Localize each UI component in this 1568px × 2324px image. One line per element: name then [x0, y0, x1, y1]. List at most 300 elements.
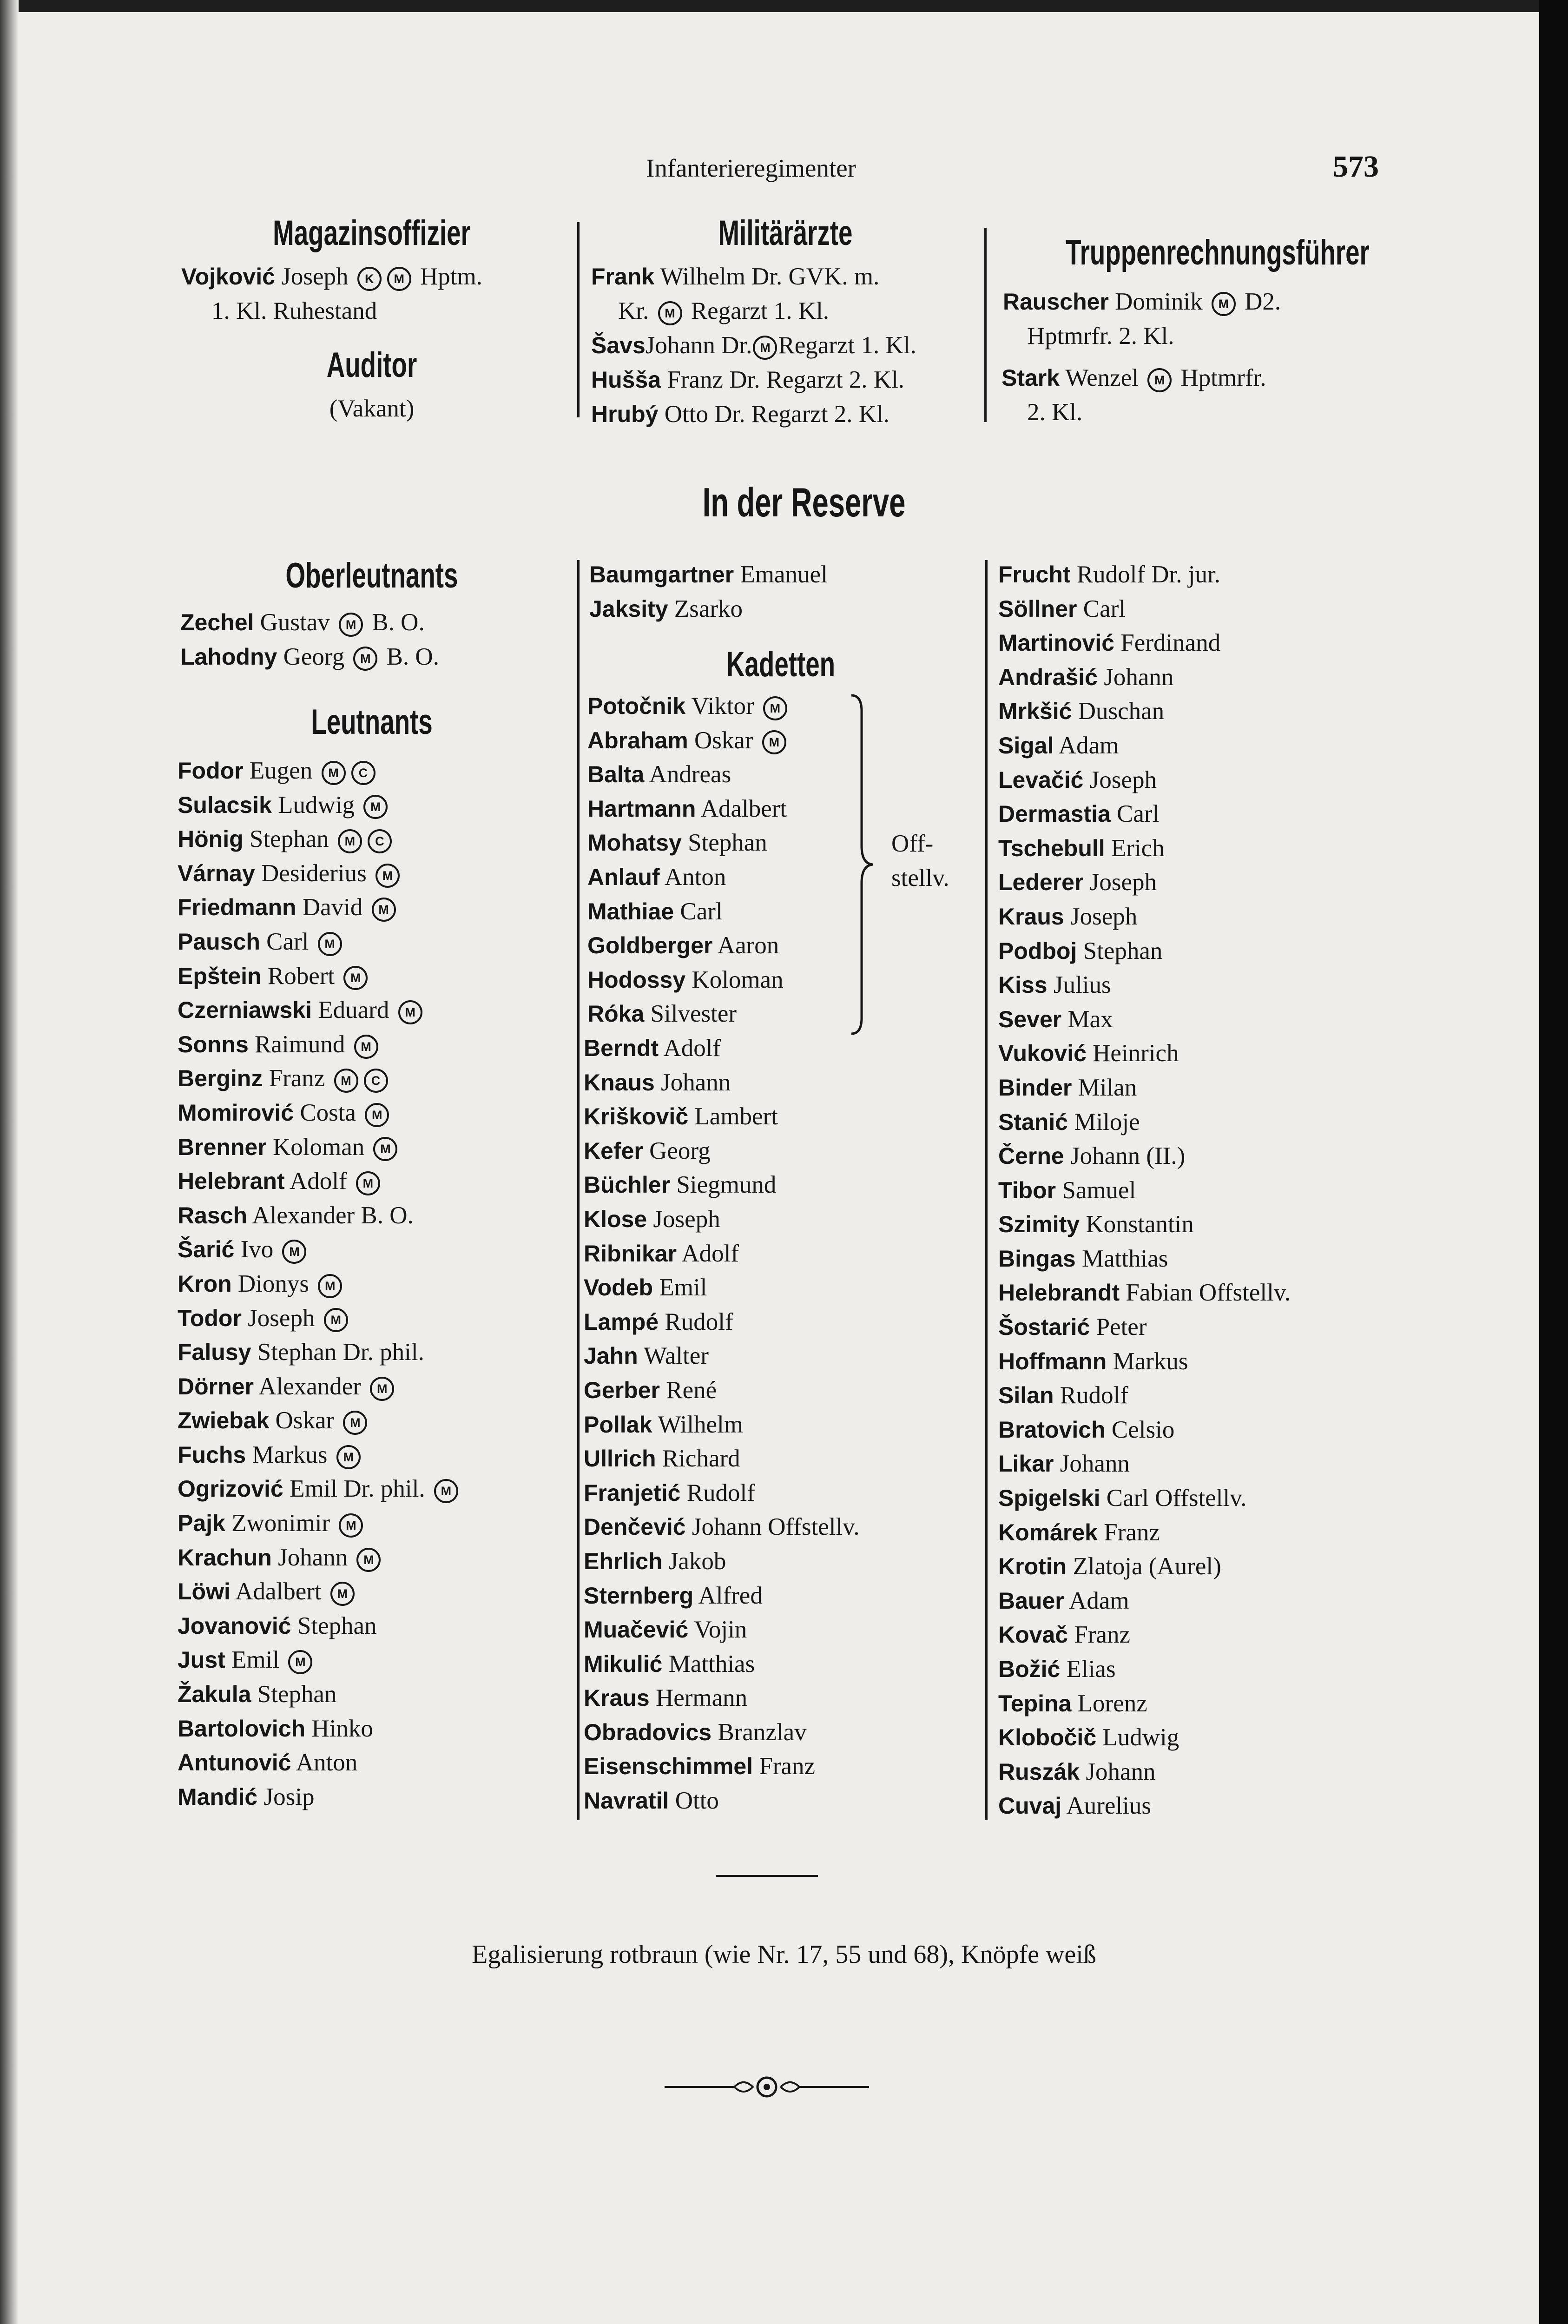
roster-entry [587, 792, 790, 826]
roster-entry [998, 1379, 1291, 1413]
roster-entry [998, 1584, 1291, 1618]
roster-entry [587, 929, 790, 963]
m-badge-icon: M [387, 267, 411, 291]
entry-given-name: Johann [654, 1069, 731, 1096]
staff-divider-1 [577, 222, 580, 417]
roster-entry [584, 1066, 860, 1100]
page-number: 573 [1333, 150, 1379, 184]
roster-entry [998, 1105, 1291, 1140]
oberleutnants-list [180, 606, 439, 674]
magazin-surname: Vojković [181, 264, 275, 290]
entry-surname: Likar [998, 1451, 1054, 1477]
m-badge-icon: M [376, 864, 400, 888]
m-badge-icon: M [353, 647, 377, 671]
roster-entry [584, 1237, 860, 1271]
roster-entry [178, 1267, 461, 1301]
roster-entry [998, 1687, 1291, 1721]
entry-surname: Martinović [998, 630, 1115, 656]
entry-surname: Mrkšić [998, 698, 1072, 725]
c-badge-icon: C [351, 761, 376, 785]
roster-entry [587, 758, 790, 792]
m-badge-icon: M [322, 761, 346, 785]
entry-surname: Berginz [178, 1065, 263, 1092]
entry-given-name: Zsarko [668, 595, 743, 622]
entry-given-name: Oskar [688, 726, 759, 754]
truppen-given-stark: Wenzel [1065, 364, 1139, 391]
roster-entry [998, 1139, 1291, 1174]
entry-given-name: Rudolf [1054, 1382, 1128, 1409]
entry-given-name: Joseph [241, 1304, 321, 1332]
entry-given-name: Josip [257, 1783, 315, 1810]
roster-entry [998, 1550, 1291, 1584]
entry-given-name: Ludwig [271, 791, 361, 819]
roster-entry [178, 1472, 461, 1506]
magazin-line1 [181, 259, 482, 294]
entry-given-name: Johann [271, 1544, 354, 1571]
entry-surname: Potočnik [587, 693, 686, 719]
m-badge-icon: M [324, 1308, 348, 1332]
entry-surname: Hodossy [587, 966, 686, 993]
entry-given-name: Alexander [247, 1202, 361, 1229]
roster-entry [180, 640, 439, 674]
entry-given-name: Konstantin [1080, 1211, 1194, 1238]
entry-surname: Levačić [998, 766, 1084, 793]
entry-given-name: Milan [1072, 1074, 1137, 1101]
m-badge-icon: M [339, 613, 363, 637]
roster-entry [998, 558, 1291, 592]
entry-given-name: Viktor [685, 693, 760, 720]
entry-surname: Todor [178, 1305, 242, 1331]
roster-entry [584, 1031, 860, 1066]
entry-surname: Friedmann [178, 894, 296, 921]
entry-given-name: Rudolf [659, 1308, 733, 1335]
roster-entry [178, 959, 461, 994]
offstellv-bracket [850, 693, 882, 1037]
entry-surname: Krotin [998, 1553, 1067, 1580]
entry-surname: Šarić [178, 1236, 235, 1263]
truppen-line4: 2. Kl. [1027, 399, 1083, 426]
roster-entry [584, 1373, 860, 1408]
roster-entry [998, 832, 1291, 866]
entry-given-name: Joseph [1083, 869, 1157, 896]
m-badge-icon: M [288, 1650, 312, 1674]
entry-given-name: Stephan [291, 1612, 377, 1639]
roster-entry [178, 1575, 461, 1609]
truppen-line3 [1001, 361, 1266, 395]
m-badge-icon: M [398, 1000, 422, 1024]
entry-given-name: Wilhelm [652, 1411, 743, 1438]
roster-entry [998, 1447, 1291, 1481]
roster-entry [998, 729, 1291, 763]
entry-given-name: Carl [1077, 595, 1126, 622]
entry-given-name: Matthias [1075, 1245, 1168, 1272]
roster-entry [178, 822, 461, 857]
entry-surname: Zechel [180, 609, 254, 635]
militaer-surname-hruby: Hrubý [591, 401, 659, 427]
entry-given-name: Adolf [659, 1035, 721, 1062]
entry-surname: Ullrich [584, 1446, 656, 1472]
entry-given-name: Alfred [693, 1582, 763, 1609]
roster-entry [998, 968, 1291, 1003]
entry-given-name: Richard [656, 1445, 740, 1472]
entry-given-name: Eduard [312, 997, 395, 1024]
roster-entry [584, 1100, 860, 1134]
m-badge-icon: M [282, 1240, 306, 1264]
entry-given-name: Matthias [662, 1650, 755, 1677]
entry-surname: Tibor [998, 1177, 1056, 1203]
entry-given-name: Markus [246, 1441, 334, 1468]
entry-given-name: Stephan [251, 1681, 337, 1708]
militaer-detail-hruby: Otto Dr. Regarzt 2. Kl. [664, 401, 889, 428]
entry-given-name: Andreas [644, 761, 731, 788]
entry-given-name: Celsio [1105, 1416, 1175, 1443]
entry-given-name: Franz [753, 1753, 815, 1780]
entry-given-name: Heinrich [1086, 1040, 1179, 1067]
entry-surname: Lampé [584, 1308, 659, 1335]
roster-entry [998, 1071, 1291, 1105]
entry-given-name: Zlatoja (Aurel) [1067, 1553, 1221, 1580]
roster-entry [584, 1442, 860, 1476]
entry-given-name: Aaron [712, 932, 779, 959]
entry-surname: Sonns [178, 1031, 249, 1057]
scan-edge-right [1539, 0, 1568, 2324]
entry-surname: Epštein [178, 963, 262, 989]
militaer-line4 [591, 363, 904, 397]
truppen-line2: Hptmrfr. 2. Kl. [1027, 323, 1174, 350]
entry-given-name: Julius [1047, 971, 1111, 999]
entry-given-name: Johann Offstellv. [685, 1513, 860, 1541]
roster-entry [178, 754, 461, 788]
roster-entry [998, 1003, 1291, 1037]
truppen-rank-rauscher: D2. [1245, 288, 1281, 315]
entry-surname: Binder [998, 1074, 1072, 1101]
entry-surname: Ogrizović [178, 1476, 283, 1502]
reserve-heading: In der Reserve [702, 479, 906, 525]
entry-surname: Büchler [584, 1172, 671, 1198]
entry-given-name: Johann [1097, 663, 1174, 691]
entry-surname: Mandić [178, 1783, 258, 1810]
entry-surname: Just [178, 1647, 225, 1673]
entry-surname: Lederer [998, 869, 1084, 896]
entry-surname: Dermastia [998, 801, 1111, 827]
entry-surname: Spigelski [998, 1485, 1100, 1512]
truppen-given-rauscher: Dominik [1115, 288, 1203, 315]
entry-surname: Fuchs [178, 1441, 246, 1468]
entry-given-name: Ludwig [1096, 1724, 1179, 1751]
entry-given-name: Carl [260, 928, 315, 955]
entry-surname: Gerber [584, 1377, 660, 1403]
roster-entry [998, 1242, 1291, 1276]
roster-entry [178, 1062, 461, 1096]
entry-given-name: Ferdinand [1114, 629, 1221, 657]
entry-given-name: Georg [643, 1137, 711, 1164]
k-badge-icon: K [357, 267, 382, 291]
entry-given-name: Vojin [688, 1616, 747, 1644]
roster-entry [998, 1208, 1291, 1242]
entry-given-name: Anton [291, 1749, 358, 1776]
entry-surname: Jahn [584, 1343, 638, 1369]
entry-given-name: Adam [1064, 1587, 1129, 1614]
militaer-surname-hussa: Hušša [591, 367, 661, 393]
entry-surname: Tschebull [998, 835, 1105, 861]
roster-entry [584, 1168, 860, 1202]
roster-entry [998, 797, 1291, 832]
entry-given-name: Jakob [662, 1547, 726, 1575]
entry-given-name: Emil [653, 1274, 707, 1301]
entry-given-name: Emil Dr. phil. [283, 1475, 431, 1503]
entry-given-name: Lorenz [1071, 1690, 1147, 1717]
roster-entry [587, 724, 790, 758]
entry-surname: Silan [998, 1382, 1054, 1409]
roster-entry [178, 1130, 461, 1165]
entry-given-name: Koloman [266, 1133, 371, 1161]
truppen-rank-stark: Hptmrfr. [1180, 364, 1266, 391]
militaer-heading: Militärärzte [718, 213, 853, 253]
entry-given-name: Joseph [647, 1205, 720, 1233]
entry-surname: Hönig [178, 826, 244, 852]
militaer-detail-savs: Johann Dr. [645, 332, 752, 359]
m-badge-icon: M [334, 1069, 358, 1093]
entry-surname: Kiss [998, 972, 1048, 998]
entry-surname: Černe [998, 1143, 1064, 1169]
entry-given-name: Koloman [685, 966, 784, 993]
truppen-heading: Truppenrechnungsführer [1066, 233, 1370, 272]
entry-surname: Klobočič [998, 1724, 1097, 1751]
entry-surname: Andrašić [998, 664, 1098, 690]
entry-given-name: Georg [277, 643, 351, 670]
entry-surname: Klose [584, 1206, 647, 1232]
roster-entry [998, 1481, 1291, 1516]
entry-surname: Söllner [998, 595, 1077, 622]
entry-surname: Kefer [584, 1137, 643, 1164]
roster-entry [584, 1476, 860, 1511]
entry-surname: Navratil [584, 1788, 669, 1814]
entry-surname: Denčević [584, 1514, 686, 1540]
entry-surname: Abraham [587, 727, 688, 753]
leutnants-heading: Leutnants [311, 702, 433, 742]
entry-given-name: David [296, 894, 369, 921]
roster-entry [998, 592, 1291, 627]
entry-surname: Žakula [178, 1681, 251, 1708]
entry-surname: Rasch [178, 1202, 248, 1228]
scan-edge-top [0, 0, 1568, 12]
entry-surname: Bartolovich [178, 1715, 306, 1742]
entry-given-name: Hinko [305, 1715, 373, 1742]
entry-given-name: Carl [1110, 800, 1160, 828]
entry-given-name: Zwonimir [225, 1510, 336, 1537]
militaer-line1 [591, 259, 879, 294]
entry-surname: Frucht [998, 561, 1071, 588]
entry-given-name: Erich [1105, 834, 1165, 862]
m-badge-icon: M [365, 1103, 389, 1127]
entry-given-name: Adalbert [230, 1578, 328, 1605]
entry-surname: Ribnikar [584, 1240, 677, 1267]
entry-surname: Róka [587, 1001, 645, 1027]
entry-given-name: Markus [1107, 1347, 1188, 1375]
roster-entry [998, 1276, 1291, 1310]
entry-given-name: Carl [674, 898, 723, 925]
entry-surname: Božić [998, 1656, 1061, 1682]
roster-entry [584, 1271, 860, 1305]
roster-entry [178, 1506, 461, 1541]
entry-surname: Pajk [178, 1510, 225, 1537]
m-badge-icon: M [363, 795, 388, 819]
entry-surname: Krachun [178, 1544, 272, 1571]
m-badge-icon: M [1147, 368, 1172, 392]
entry-surname: Kovač [998, 1622, 1068, 1648]
magazin-given: Joseph [281, 263, 349, 290]
roster-entry [584, 1716, 860, 1750]
kadetten-heading: Kadetten [726, 645, 836, 684]
entry-given-name: Dionys [231, 1270, 316, 1297]
roster-entry [178, 1370, 461, 1404]
militaer-line3 [591, 328, 916, 363]
militaer-detail-hussa: Franz Dr. Regarzt 2. Kl. [667, 366, 905, 393]
entry-surname: Várnay [178, 860, 255, 886]
roster-entry [998, 1037, 1291, 1071]
entry-given-name: Franz [1068, 1621, 1131, 1649]
entry-given-name: Adolf [677, 1240, 739, 1267]
roster-entry [589, 592, 828, 627]
militaer-kr: Kr. [618, 297, 649, 324]
roster-entry [584, 1784, 860, 1818]
entry-given-name: Rudolf Dr. jur. [1070, 561, 1220, 588]
kadetten-rest-list [584, 1031, 860, 1818]
m-badge-icon: M [372, 898, 396, 922]
roster-entry [584, 1681, 860, 1716]
roster-entry [178, 1164, 461, 1199]
roster-entry [178, 1643, 461, 1677]
roster-entry [584, 1134, 860, 1169]
roster-entry [178, 1712, 461, 1746]
entry-surname: Berndt [584, 1035, 659, 1061]
entry-given-name: Silvester [644, 1000, 737, 1028]
entry-surname: Fodor [178, 758, 244, 784]
entry-surname: Komárek [998, 1519, 1098, 1545]
entry-surname: Szimity [998, 1211, 1080, 1238]
entry-surname: Ehrlich [584, 1548, 663, 1574]
entry-surname: Falusy [178, 1339, 251, 1366]
entry-surname: Bratovich [998, 1416, 1106, 1443]
entry-surname: Helebrant [178, 1168, 285, 1195]
reserve-col3-list [998, 558, 1291, 1823]
c-badge-icon: C [368, 829, 392, 853]
entry-given-name: Joseph [1064, 903, 1138, 930]
roster-entry [587, 826, 790, 860]
entry-given-name: Rudolf [680, 1479, 755, 1506]
entry-given-name: Lambert [688, 1103, 778, 1130]
truppen-surname-rauscher: Rauscher [1003, 289, 1109, 315]
roster-entry [587, 860, 790, 895]
entry-surname: Sever [998, 1006, 1062, 1032]
entry-given-name: Fabian Offstellv. [1120, 1279, 1291, 1307]
roster-entry [178, 1233, 461, 1267]
m-badge-icon: M [373, 1137, 397, 1161]
roster-entry [998, 1516, 1291, 1550]
m-badge-icon: M [356, 1171, 380, 1195]
entry-surname: Vodeb [584, 1274, 653, 1301]
militaer-rank-frank: Regarzt 1. Kl. [691, 297, 830, 324]
entry-given-name: Stephan Dr. phil. [251, 1339, 424, 1366]
roster-entry [584, 1408, 860, 1442]
reserve-divider-2 [985, 560, 988, 1820]
entry-given-name: Johann [1054, 1450, 1130, 1478]
entry-given-name: Adalbert [696, 795, 787, 822]
entry-surname: Anlauf [587, 864, 660, 890]
entry-surname: Kron [178, 1270, 232, 1297]
entry-surname: Bingas [998, 1245, 1076, 1272]
entry-given-name: Walter [638, 1342, 709, 1370]
truppen-line1 [1003, 284, 1281, 319]
entry-given-name: Eugen [243, 757, 319, 784]
entry-given-name: Franz [1098, 1519, 1160, 1546]
roster-entry [998, 1721, 1291, 1755]
m-badge-icon: M [339, 1513, 363, 1538]
roster-entry [584, 1579, 860, 1613]
m-badge-icon: M [1212, 292, 1236, 316]
entry-surname: Lahodny [180, 643, 277, 670]
ornament-divider-icon [665, 2073, 869, 2101]
entry-given-name: Ivo [234, 1236, 280, 1263]
staff-divider-2 [984, 228, 987, 422]
entry-given-name: Emanuel [734, 561, 828, 588]
roster-entry [178, 993, 461, 1028]
roster-entry [584, 1339, 860, 1373]
roster-entry [998, 1310, 1291, 1345]
entry-given-name: Costa [294, 1099, 362, 1126]
entry-surname: Ruszák [998, 1758, 1080, 1785]
entry-given-name: Miloje [1068, 1108, 1140, 1136]
m-badge-icon: M [354, 1035, 378, 1059]
entry-given-name: Adolf [284, 1168, 353, 1195]
c-badge-icon: C [364, 1069, 388, 1093]
entry-surname: Antunović [178, 1750, 291, 1776]
truppen-surname-stark: Stark [1001, 365, 1060, 391]
entry-surname: Kraus [584, 1685, 650, 1711]
roster-entry [998, 626, 1291, 660]
militaer-line2 [618, 294, 829, 328]
roster-entry [178, 891, 461, 925]
reserve-divider-1 [577, 560, 580, 1820]
m-badge-icon: M [762, 730, 786, 754]
entry-given-name: Branzlav [712, 1718, 807, 1746]
reserve-col2-top-list [589, 558, 828, 626]
m-badge-icon: M [753, 336, 777, 360]
entry-surname: Cuvaj [998, 1793, 1062, 1819]
roster-entry [587, 895, 790, 929]
entry-given-name: Franz [263, 1065, 331, 1092]
roster-entry [178, 1677, 461, 1712]
m-badge-icon: M [370, 1377, 394, 1401]
roster-entry [178, 788, 461, 823]
entry-given-name: Adam [1054, 732, 1119, 759]
roster-entry [178, 925, 461, 959]
egalisierung-note: Egalisierung rotbraun (wie Nr. 17, 55 und 68), Knöpfe weiß [472, 1940, 1096, 1969]
roster-entry [178, 1335, 461, 1370]
entry-surname: Goldberger [587, 932, 713, 959]
auditor-value: (Vakant) [329, 395, 415, 422]
entry-given-name: Stephan [681, 829, 767, 857]
militaer-detail-frank: Wilhelm Dr. GVK. m. [660, 263, 880, 290]
entry-status: B. O. [380, 643, 439, 670]
entry-surname: Muačević [584, 1617, 689, 1643]
entry-given-name: Joseph [1083, 766, 1157, 793]
entry-given-name: Peter [1090, 1314, 1147, 1341]
entry-surname: Eisenschimmel [584, 1753, 753, 1780]
entry-surname: Zwiebak [178, 1407, 270, 1434]
roster-entry [998, 865, 1291, 900]
roster-entry [587, 689, 790, 724]
